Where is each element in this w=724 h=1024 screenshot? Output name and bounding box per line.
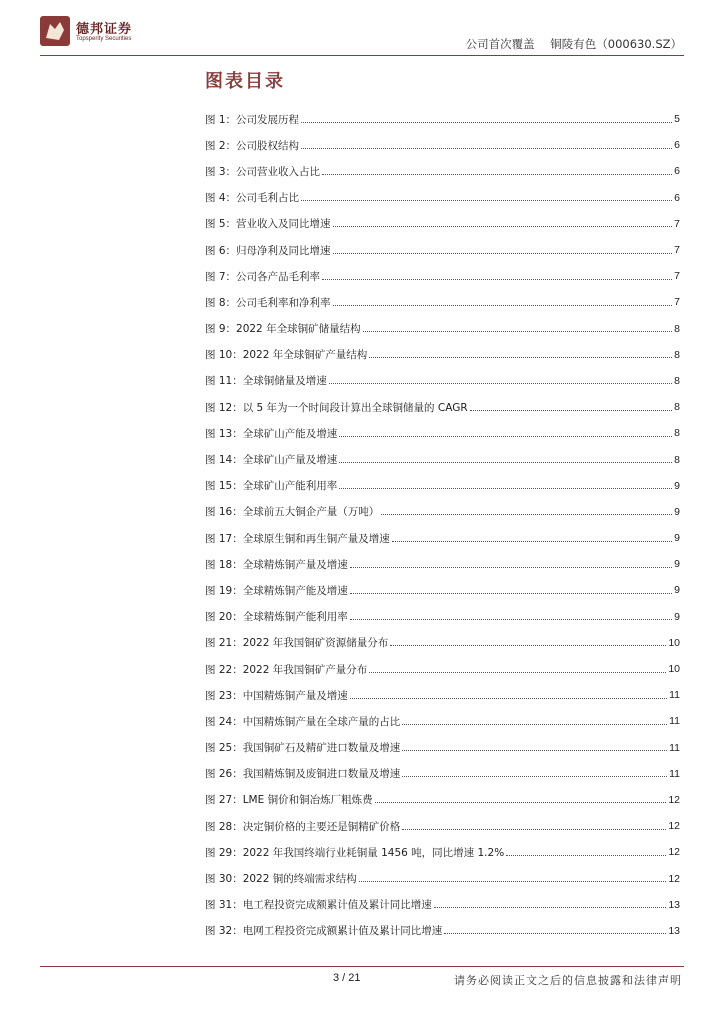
toc-leader-dots <box>350 593 672 594</box>
toc-entry-page: 8 <box>674 401 680 414</box>
toc-entry-page: 11 <box>669 689 680 702</box>
toc-entry-label: 图 18：全球精炼铜产量及增速 <box>205 558 348 571</box>
toc-entry-label: 图 1：公司发展历程 <box>205 113 300 126</box>
toc-entry-page: 12 <box>668 820 680 833</box>
toc-entry[interactable] <box>205 577 680 603</box>
toc-leader-dots <box>322 174 672 175</box>
toc-entry-page: 8 <box>674 427 680 440</box>
toc-title: 图表目录 <box>205 71 285 92</box>
toc-entry[interactable] <box>205 918 680 944</box>
toc-leader-dots <box>339 436 672 437</box>
toc-leader-dots <box>369 672 666 673</box>
toc-leader-dots <box>390 645 666 646</box>
toc-entry-page: 11 <box>669 715 680 728</box>
toc-entry-label: 图 31：电工程投资完成额累计值及累计同比增速 <box>205 899 432 912</box>
toc-entry[interactable] <box>205 106 680 132</box>
toc-entry-label: 图 32：电网工程投资完成额累计值及累计同比增速 <box>205 925 443 938</box>
toc-entry-label: 图 2：公司股权结构 <box>205 139 300 152</box>
toc-leader-dots <box>363 331 673 332</box>
toc-leader-dots <box>402 829 666 830</box>
toc-entry[interactable] <box>205 865 680 891</box>
toc-leader-dots <box>392 541 672 542</box>
toc-leader-dots <box>329 383 672 384</box>
toc-entry-label: 图 13：全球矿山产能及增速 <box>205 427 338 440</box>
toc-entry-page: 9 <box>674 610 680 623</box>
toc-leader-dots <box>375 802 667 803</box>
toc-leader-dots <box>506 855 666 856</box>
toc-leader-dots <box>444 933 666 934</box>
company-name: 铜陵有色（000630.SZ） <box>550 37 682 51</box>
toc-entry-page: 11 <box>669 767 680 780</box>
toc-entry[interactable] <box>205 316 680 342</box>
toc-entry[interactable] <box>205 132 680 158</box>
toc-leader-dots <box>402 724 667 725</box>
toc-entry[interactable] <box>205 263 680 289</box>
toc-entry-page: 9 <box>674 584 680 597</box>
brand-name: 德邦证券 <box>76 22 133 37</box>
toc-entry-label: 图 14：全球矿山产量及增速 <box>205 454 338 467</box>
toc-entry[interactable] <box>205 446 680 472</box>
toc-entry-label: 图 25：我国铜矿石及精矿进口数量及增速 <box>205 742 401 755</box>
toc-entry-page: 9 <box>674 532 680 545</box>
toc-entry[interactable] <box>205 368 680 394</box>
toc-entry-label: 图 16：全球前五大铜企产量（万吨） <box>205 506 380 519</box>
toc-entry-page: 8 <box>674 374 680 387</box>
footer-divider <box>40 966 684 967</box>
toc-entry[interactable] <box>205 761 680 787</box>
toc-leader-dots <box>301 122 672 123</box>
toc-leader-dots <box>402 750 667 751</box>
toc-list <box>205 106 680 944</box>
toc-entry-label: 图 27：LME 铜价和铜冶炼厂粗炼费 <box>205 794 373 807</box>
header-divider <box>40 55 684 56</box>
toc-entry-page: 10 <box>668 636 680 649</box>
toc-entry-label: 图 8：公司毛利率和净利率 <box>205 296 331 309</box>
toc-entry-page: 10 <box>668 663 680 676</box>
toc-entry-page: 7 <box>674 270 680 283</box>
toc-entry-label: 图 24：中国精炼铜产量在全球产量的占比 <box>205 715 401 728</box>
toc-entry-label: 图 26：我国精炼铜及废铜进口数量及增速 <box>205 768 401 781</box>
toc-entry-label: 图 3：公司营业收入占比 <box>205 165 321 178</box>
toc-entry-label: 图 15：全球矿山产能利用率 <box>205 480 338 493</box>
toc-leader-dots <box>301 200 672 201</box>
toc-entry[interactable] <box>205 604 680 630</box>
toc-entry[interactable] <box>205 211 680 237</box>
toc-entry-page: 13 <box>668 924 680 937</box>
toc-entry-page: 12 <box>668 846 680 859</box>
toc-leader-dots <box>350 567 672 568</box>
toc-entry-label: 图 17：全球原生铜和再生铜产量及增速 <box>205 532 390 545</box>
toc-entry-label: 图 20：全球精炼铜产能利用率 <box>205 611 348 624</box>
disclaimer: 请务必阅读正文之后的信息披露和法律声明 <box>454 974 682 987</box>
toc-entry-page: 8 <box>674 348 680 361</box>
toc-leader-dots <box>359 881 667 882</box>
toc-entry[interactable] <box>205 892 680 918</box>
toc-entry-page: 9 <box>674 505 680 518</box>
toc-entry[interactable] <box>205 394 680 420</box>
toc-leader-dots <box>333 226 673 227</box>
toc-entry[interactable] <box>205 158 680 184</box>
toc-leader-dots <box>339 462 672 463</box>
toc-entry-label: 图 11：全球铜储量及增速 <box>205 375 327 388</box>
toc-leader-dots <box>339 488 672 489</box>
toc-entry-label: 图 22：2022 年我国铜矿产量分布 <box>205 663 368 676</box>
toc-entry-page: 7 <box>674 296 680 309</box>
toc-entry-page: 8 <box>674 453 680 466</box>
toc-leader-dots <box>322 279 672 280</box>
toc-entry-label: 图 19：全球精炼铜产能及增速 <box>205 584 348 597</box>
page-number: 3 / 21 <box>333 972 361 984</box>
toc-entry[interactable] <box>205 787 680 813</box>
toc-entry-label: 图 5：营业收入及同比增速 <box>205 218 331 231</box>
toc-entry-label: 图 21：2022 年我国铜矿资源储量分布 <box>205 637 389 650</box>
toc-entry[interactable] <box>205 499 680 525</box>
toc-leader-dots <box>333 253 673 254</box>
report-header <box>466 36 682 52</box>
toc-entry-page: 6 <box>674 139 680 152</box>
brand-name-en: Topsperity Securities <box>76 36 132 42</box>
toc-entry-label: 图 6：归母净利及同比增速 <box>205 244 331 257</box>
toc-entry-label: 图 28：决定铜价格的主要还是铜精矿价格 <box>205 820 401 833</box>
toc-leader-dots <box>369 357 672 358</box>
report-type: 公司首次覆盖 <box>465 37 535 51</box>
toc-entry-page: 12 <box>668 793 680 806</box>
toc-entry-label: 图 29：2022 年我国终端行业耗铜量 1456 吨，同比增速 1.2% <box>205 846 505 859</box>
toc-leader-dots <box>350 698 667 699</box>
toc-entry-label: 图 23：中国精炼铜产量及增速 <box>205 689 348 702</box>
toc-leader-dots <box>350 619 672 620</box>
toc-entry-label: 图 10：2022 年全球铜矿产量结构 <box>205 349 368 362</box>
toc-entry[interactable] <box>205 473 680 499</box>
toc-entry-label: 图 4：公司毛利占比 <box>205 192 300 205</box>
toc-entry-label: 图 12：以 5 年为一个时间段计算出全球铜储量的 CAGR <box>205 401 468 414</box>
toc-entry-page: 13 <box>668 898 680 911</box>
toc-entry[interactable] <box>205 813 680 839</box>
toc-entry-page: 6 <box>674 165 680 178</box>
toc-entry[interactable] <box>205 185 680 211</box>
toc-entry-page: 11 <box>669 741 680 754</box>
toc-entry[interactable] <box>205 630 680 656</box>
toc-leader-dots <box>381 514 672 515</box>
toc-leader-dots <box>470 410 673 411</box>
toc-leader-dots <box>333 305 673 306</box>
toc-entry-label: 图 7：公司各产品毛利率 <box>205 270 321 283</box>
toc-entry[interactable] <box>205 708 680 734</box>
toc-entry[interactable] <box>205 839 680 865</box>
toc-entry-page: 7 <box>674 244 680 257</box>
toc-leader-dots <box>402 776 667 777</box>
toc-entry-page: 9 <box>674 479 680 492</box>
toc-leader-dots <box>434 907 667 908</box>
toc-entry[interactable] <box>205 420 680 446</box>
toc-entry[interactable] <box>205 342 680 368</box>
toc-entry[interactable] <box>205 682 680 708</box>
toc-entry[interactable] <box>205 237 680 263</box>
toc-entry[interactable] <box>205 525 680 551</box>
toc-entry-label: 图 30：2022 铜的终端需求结构 <box>205 873 357 886</box>
toc-leader-dots <box>301 148 672 149</box>
toc-entry[interactable] <box>205 735 680 761</box>
bull-logo-icon <box>40 16 70 46</box>
toc-entry[interactable] <box>205 289 680 315</box>
toc-entry-page: 12 <box>668 872 680 885</box>
toc-entry-page: 5 <box>674 113 680 126</box>
brand-logo <box>40 14 200 50</box>
toc-entry-label: 图 9：2022 年全球铜矿储量结构 <box>205 323 361 336</box>
toc-entry-page: 6 <box>674 191 680 204</box>
toc-entry[interactable] <box>205 656 680 682</box>
toc-entry[interactable] <box>205 551 680 577</box>
toc-entry-page: 9 <box>674 558 680 571</box>
toc-entry-page: 8 <box>674 322 680 335</box>
toc-entry-page: 7 <box>674 217 680 230</box>
